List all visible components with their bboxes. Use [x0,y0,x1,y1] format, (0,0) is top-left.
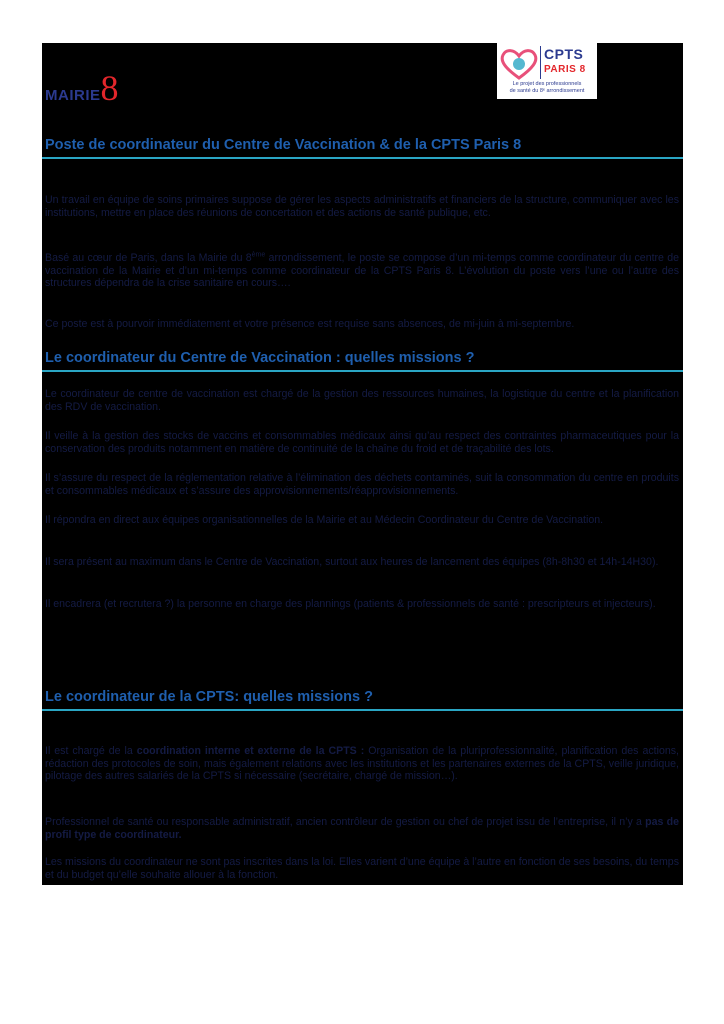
cpts-logo-divider [540,46,541,79]
cpts-tagline-line-2: de santé du 8ᵉ arrondissement [509,88,585,94]
section3-p2-start: Professionnel de santé ou responsable administratif, ancien contrôleur de gestion ou chef de projet issu de l’entreprise, il n’y a [45,816,646,828]
section3-p1-start: Il est chargé de la [45,745,137,757]
mairie-logo-number: 8 [100,68,119,109]
section2-heading: Le coordinateur du Centre de Vaccination : quelles missions ? [45,350,475,366]
section2-paragraph-3: Il s’assure du respect de la réglementation relative à l’élimination des déchets contaminés, suit la consommation du centre en produits et consommables médicaux et s’assure des approvisionnements/réapprovisionnements. [45,472,679,497]
section3-p1-end: Organisation de la pluriprofessionnalité, planification des actions, rédaction des protocoles de soin, mais également relations avec les institutions et les partenaires externes de la CPTS, veille juridique, pilotage des autres salariés de la CPTS si nécessaire (secrétaire, chargé de mission…). [45,745,679,783]
cpts-logo-title: CPTS [544,46,584,62]
mairie-logo-text: MAIRIE [45,87,101,104]
section1-paragraph-1: Un travail en équipe de soins primaires suppose de gérer les aspects administratifs et financiers de la structure, communiquer avec les institutions, mettre en place des réunions de concertation et des actions de santé publique, etc. [45,194,679,219]
section2-paragraph-5: Il sera présent au maximum dans le Centre de Vaccination, surtout aux heures de lancement des équipes (8h-8h30 et 14h-14H30). [45,556,659,568]
section1-paragraph-3: Ce poste est à pourvoir immédiatement et votre présence est requise sans absences, de mi-juin à mi-septembre. [45,318,575,330]
section3-p2-bold: pas de profil type de coordinateur. [45,816,679,841]
cpts-logo [497,43,597,99]
section3-paragraph-3: Les missions du coordinateur ne sont pas inscrites dans la loi. Elles varient d’une équipe à l’autre en fonction de ses besoins, du temps et du budget qu’elle souhaite allouer à la fonction. [45,856,679,881]
section3-paragraph-1 [45,745,679,783]
cpts-tagline-line-1: Le projet des professionnels [512,81,582,87]
section1-p2-superscript: ème [251,251,266,259]
heart-logo-icon [499,47,539,81]
section2-rule [42,370,683,372]
section2-paragraph-6: Il encadrera (et recrutera ?) la personne en charge des plannings (patients & professionnels de santé : prescripteurs et injecteurs). [45,598,656,610]
section3-paragraph-2 [45,816,679,841]
cpts-logo-tagline [498,81,596,95]
section1-heading: Poste de coordinateur du Centre de Vaccination & de la CPTS Paris 8 [45,137,522,153]
mairie-logo [45,63,119,109]
document-page [42,43,683,885]
section3-rule [42,709,683,711]
section3-heading: Le coordinateur de la CPTS: quelles missions ? [45,689,373,705]
section2-paragraph-2: Il veille à la gestion des stocks de vaccins et consommables médicaux ainsi qu’au respect des contraintes pharmaceutiques pour la conservation des produits notamment en matière de continuité de la chaîne du froid et de traçabilité des lots. [45,430,679,455]
section1-p2-end: arrondissement, le poste se compose d’un mi-temps comme coordinateur du centre de vaccination de la Mairie et d’un mi-temps comme coordinateur de la CPTS Paris 8. L’évolution du poste vers l’une ou l’autre des structures dépendra de la crise sanitaire en cours…. [45,252,679,290]
section2-paragraph-4: Il répondra en direct aux équipes organisationnelles de la Mairie et au Médecin Coordinateur du Centre de Vaccination. [45,514,604,526]
section3-p1-bold: coordination interne et externe de la CPTS : [136,745,365,757]
cpts-logo-subtitle: PARIS 8 [544,64,586,75]
section1-rule [42,157,683,159]
section2-paragraph-1: Le coordinateur de centre de vaccination est chargé de la gestion des ressources humaines, la logistique du centre et la planification des RDV de vaccination. [45,388,679,413]
section1-paragraph-2 [45,252,679,290]
section1-p2-start: Basé au cœur de Paris, dans la Mairie du 8 [45,252,252,264]
